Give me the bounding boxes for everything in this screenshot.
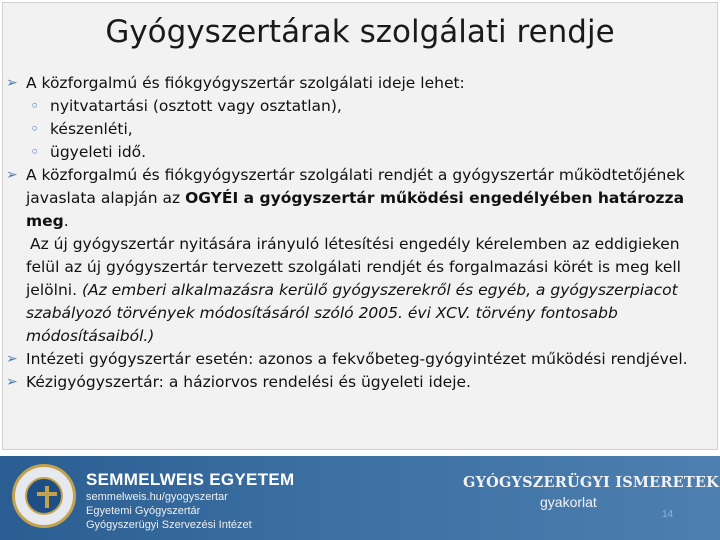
sub-item-1: ◦ nyitvatartási (osztott vagy osztatlan), [4,95,716,118]
seal-bar [37,492,57,496]
arrow-bullet-icon: ➢ [6,75,18,91]
course-title: GYÓGYSZERÜGYI ISMERETEK [463,474,719,491]
sub-item-2: ◦ készenléti, [4,118,716,141]
paragraph-line-3: jelölni. (Az emberi alkalmazásra kerülő gyógyszerekről és egyéb, a gyógyszerpiacot [26,281,678,299]
arrow-bullet-icon: ➢ [6,167,18,183]
paragraph-line-1: Az új gyógyszertár nyitására irányuló létesítési engedély kérelemben az eddigieken [30,235,680,253]
paragraph-line-2: felül az új gyógyszertár tervezett szolgálati rendjét és forgalmazási körét is meg kell [26,258,681,276]
university-seal-icon [12,464,76,528]
footer-url[interactable]: semmelweis.hu/gyogyszertar [86,491,228,503]
bullet-2-line-2: javaslata alapján az OGYÉI a gyógyszertár működési engedélyében határozza meg. [26,189,685,230]
bullet-4: ➢ Kézigyógyszertár: a háziorvos rendelési és ügyeleti ideje. [4,371,716,394]
footer-banner [0,456,720,540]
paragraph-line-4: szabályozó törvények módosításáról szóló 2005. évi XCV. törvény fontosabb [26,304,618,322]
footer-dept-2: Gyógyszerügyi Szervezési Intézet [86,519,252,531]
page-number: 14 [662,509,674,520]
arrow-bullet-icon: ➢ [6,374,18,390]
circle-bullet-icon: ◦ [30,97,40,115]
circle-bullet-icon: ◦ [30,143,40,161]
paragraph-line-5: módosításaiból.) [26,327,155,345]
slide-content [4,72,716,394]
seal-center [25,477,63,515]
sub-item-3: ◦ ügyeleti idő. [4,141,716,164]
bullet-1: ➢ A közforgalmú és fiókgyógyszertár szolgálati ideje lehet: [4,72,716,95]
bullet-3: ➢ Intézeti gyógyszertár esetén: azonos a fekvőbeteg-gyógyintézet működési rendjével. [4,348,716,371]
bullet-2: ➢ A közforgalmú és fiókgyógyszertár szolgálati rendjét a gyógyszertár működtetőjének [4,164,716,187]
footer-dept-1: Egyetemi Gyógyszertár [86,505,201,517]
university-name: SEMMELWEIS EGYETEM [86,470,295,489]
course-type: gyakorlat [540,494,597,510]
arrow-bullet-icon: ➢ [6,351,18,367]
seal-staff [45,486,49,508]
circle-bullet-icon: ◦ [30,120,40,138]
slide-title: Gyógyszertárak szolgálati rendje [105,14,615,50]
